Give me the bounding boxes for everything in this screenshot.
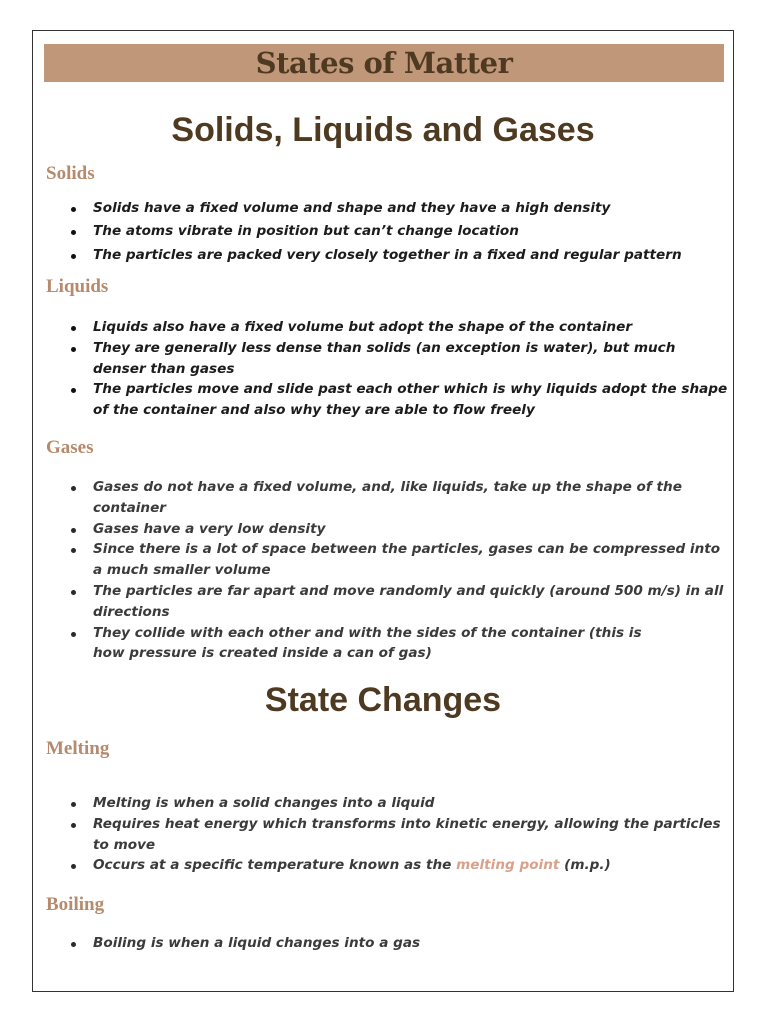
- section-heading-melting: Melting: [46, 738, 110, 759]
- bullet-icon: [71, 942, 76, 947]
- list-item: The particles are packed very closely together in a fixed and regular pattern: [68, 245, 728, 266]
- melting-list: [68, 793, 728, 876]
- bullet-icon: [71, 632, 76, 637]
- list-item: Gases have a very low density: [68, 519, 728, 540]
- list-item: The particles are far apart and move randomly and quickly (around 500 m/s) in all directions: [68, 581, 728, 623]
- bullet-icon: [71, 548, 76, 553]
- list-item: Boiling is when a liquid changes into a gas: [68, 933, 728, 954]
- bullet-icon: [71, 230, 76, 235]
- list-item: Since there is a lot of space between the particles, gases can be compressed into a much smaller volume: [68, 539, 728, 581]
- bullet-icon: [71, 486, 76, 491]
- list-item: Melting is when a solid changes into a liquid: [68, 793, 728, 814]
- bullet-icon: [71, 207, 76, 212]
- bullet-icon: [71, 590, 76, 595]
- bullet-icon: [71, 347, 76, 352]
- list-item: They are generally less dense than solids (an exception is water), but much denser than gases: [68, 338, 728, 380]
- bullet-icon: [71, 802, 76, 807]
- heading-state-changes: State Changes: [264, 681, 502, 719]
- bullet-icon: [71, 326, 76, 331]
- boiling-list: [68, 933, 728, 954]
- solids-list: [68, 198, 728, 265]
- section-heading-solids: Solids: [46, 163, 95, 184]
- melting-point-term: melting point: [456, 857, 560, 874]
- list-item: The atoms vibrate in position but can’t change location: [68, 221, 728, 242]
- list-item: Occurs at a specific temperature known as the melting point (m.p.): [68, 855, 728, 876]
- list-item: Gases do not have a fixed volume, and, like liquids, take up the shape of the container: [68, 477, 728, 519]
- list-item: Requires heat energy which transforms into kinetic energy, allowing the particles to move: [68, 814, 728, 856]
- bullet-icon: [71, 864, 76, 869]
- list-item: Solids have a fixed volume and shape and they have a high density: [68, 198, 728, 219]
- list-item: The particles move and slide past each other which is why liquids adopt the shape of the container and also why they are able to flow freely: [68, 379, 728, 421]
- liquids-list: [68, 317, 728, 421]
- bullet-icon: [71, 528, 76, 533]
- list-item: They collide with each other and with the sides of the container (this is how pressure is created inside a can of gas): [68, 623, 653, 665]
- bullet-icon: [71, 388, 76, 393]
- section-heading-liquids: Liquids: [46, 276, 109, 297]
- list-item: Liquids also have a fixed volume but adopt the shape of the container: [68, 317, 728, 338]
- title-banner: [44, 44, 724, 82]
- gases-list: [68, 477, 728, 664]
- banner-title: States of Matter: [255, 46, 513, 80]
- bullet-icon: [71, 823, 76, 828]
- heading-solids-liquids-gases: Solids, Liquids and Gases: [171, 111, 595, 149]
- section-heading-gases: Gases: [46, 437, 94, 458]
- section-heading-boiling: Boiling: [46, 894, 105, 915]
- bullet-icon: [71, 254, 76, 259]
